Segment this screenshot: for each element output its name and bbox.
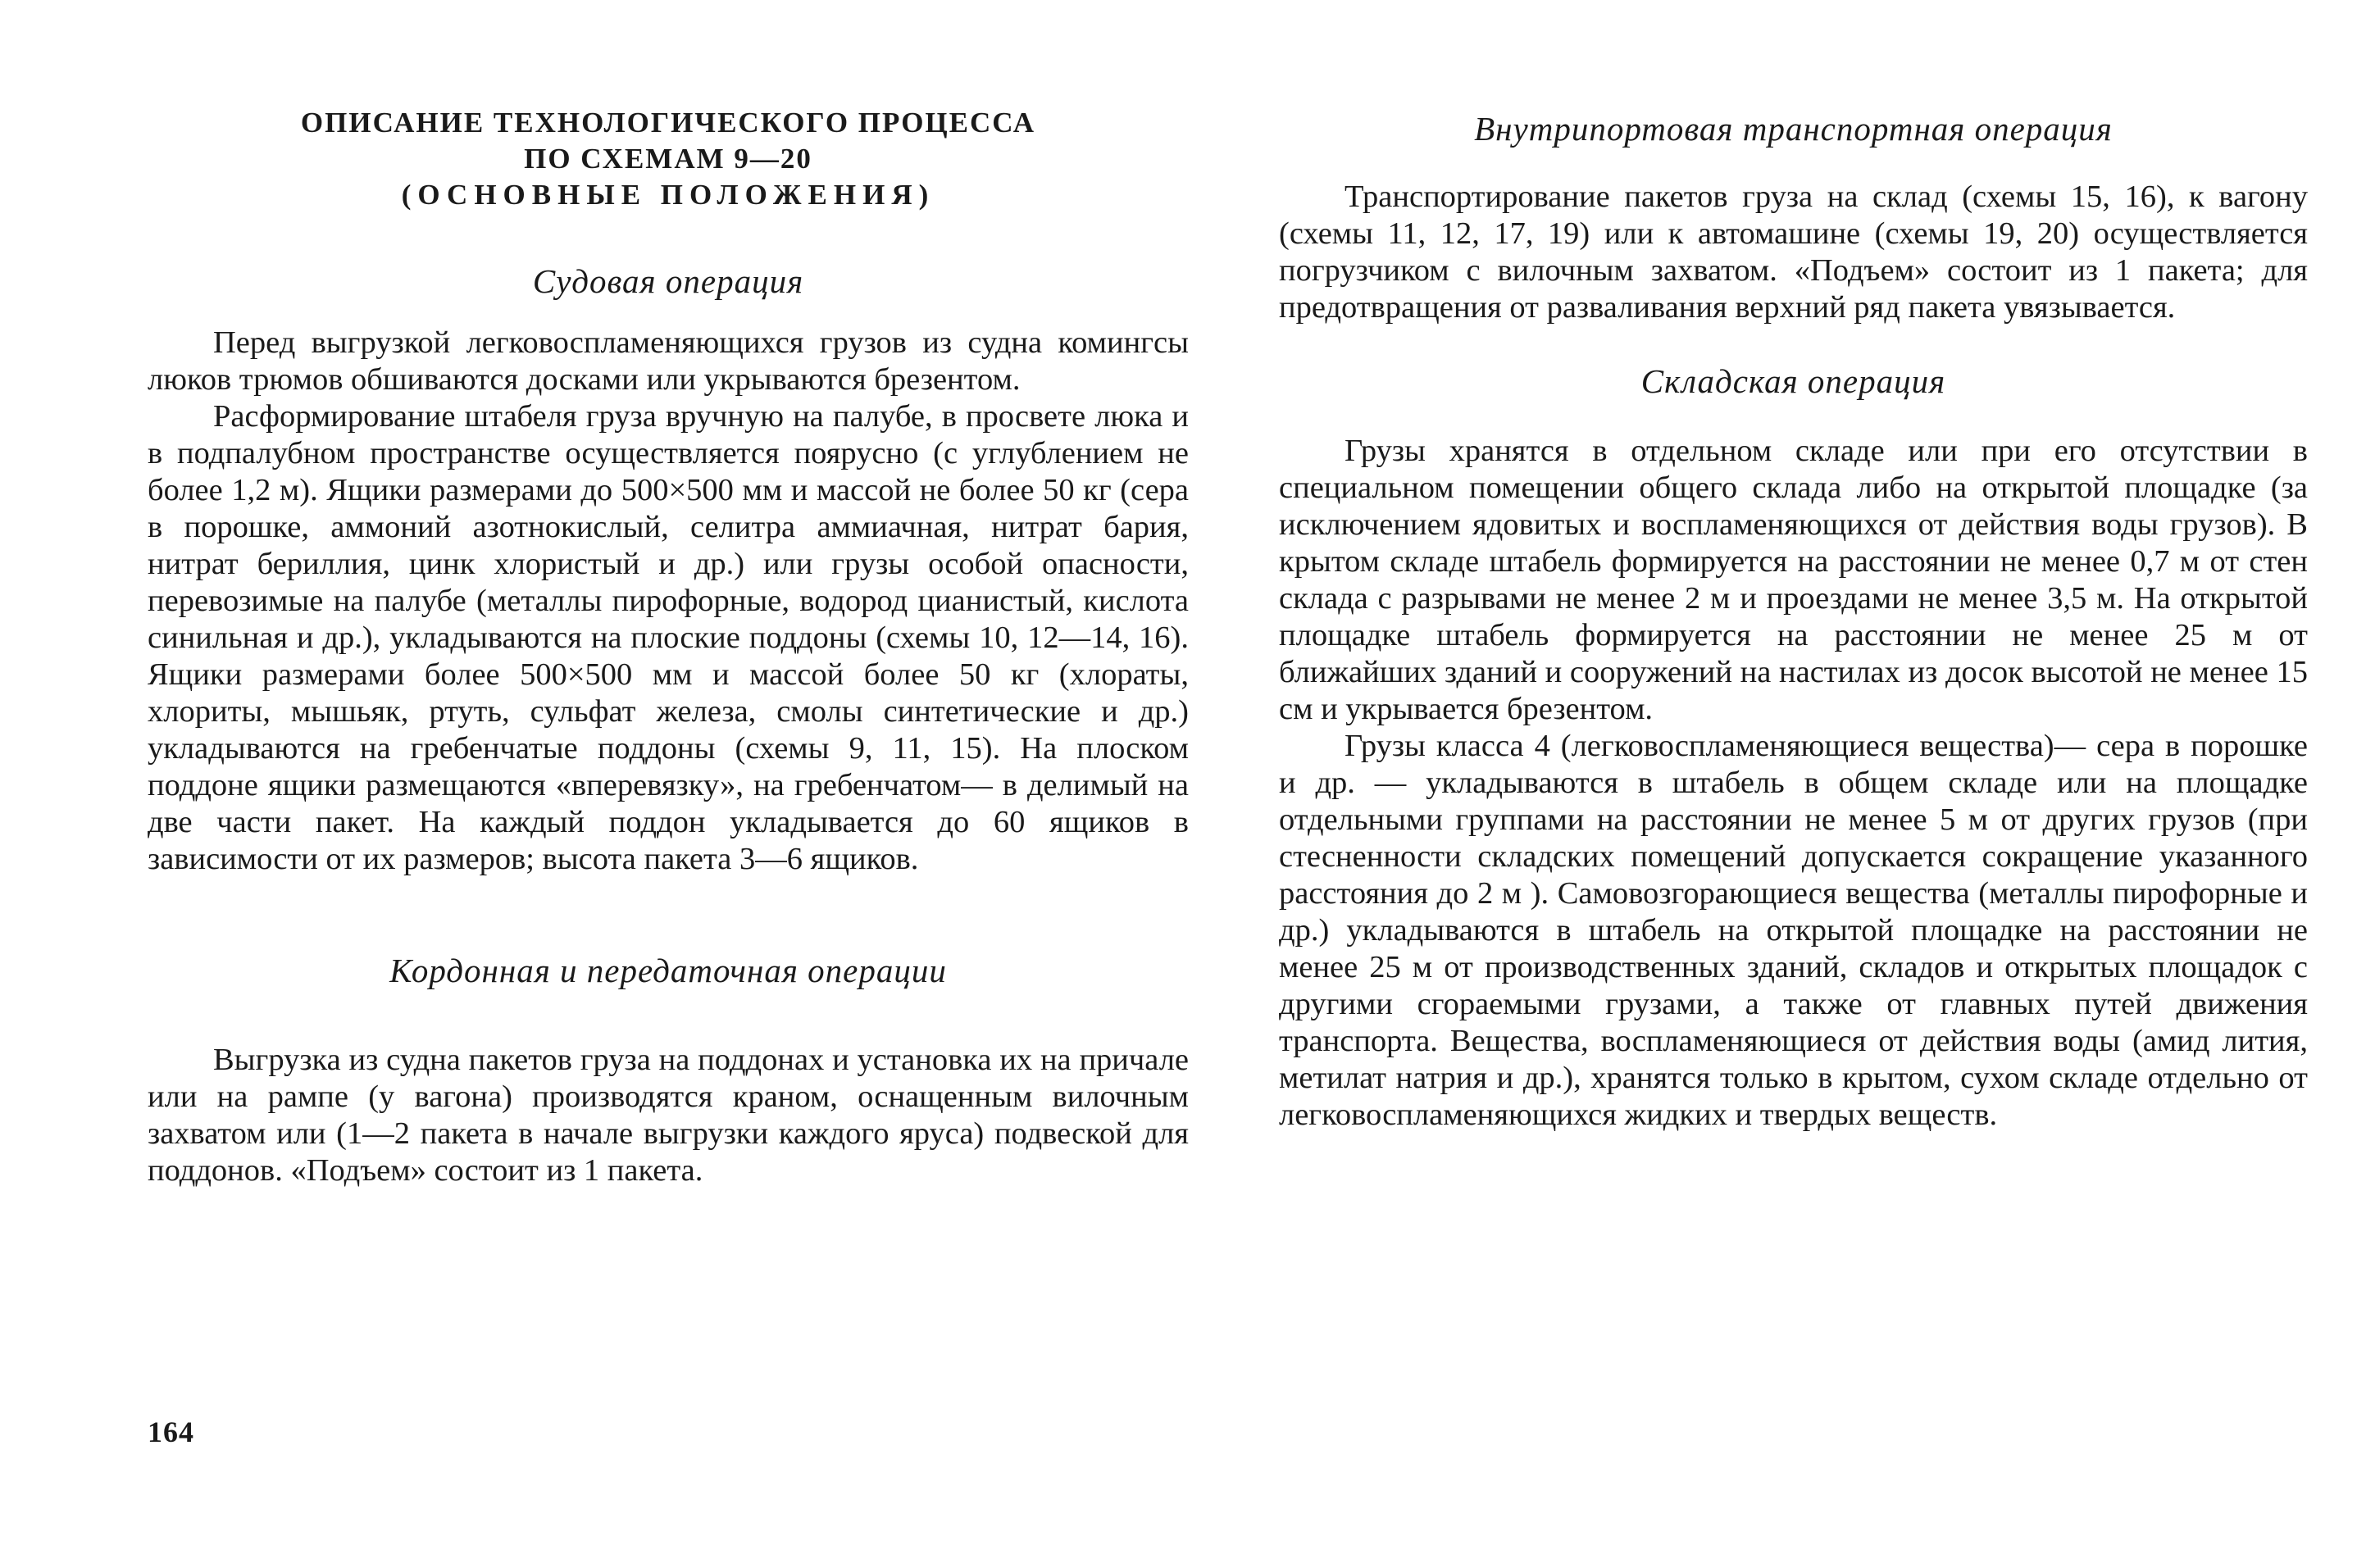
paragraph: Расформирование штабеля груза вручную на палубе, в просвете люка и в подпалубном пространстве осуществляется поярусно (с углублением не более 1,2 м). Ящики размерами до 500×500 мм и массой не более 50 кг (сера в порошке, аммоний азотнокислый, селитра аммиачная, нитрат бария, нитрат бериллия, цинк хлористый и др.) или грузы особой опасности, перевозимые на палубе (металлы пирофорные, водород цианистый, кислота синильная и др.), укладываются на плоские поддоны (схемы 10, 12—14, 16). Ящики размерами более 500×500 мм и массой более 50 кг (хлораты, хлориты, мышьяк, ртуть, сульфат железа, смолы синтетические и др.) укладываются на гребенчатые поддоны (схемы 9, 11, 15). На плоском поддоне ящики размещаются «вперевязку», на гребенчатом— в делимый на две части пакет. На каждый поддон укладывается до 60 ящиков в зависимости от их размеров; высота пакета 3—6 ящиков. — [148, 399, 1189, 876]
right-page — [1279, 0, 2308, 1568]
page-number: 164 — [148, 1416, 194, 1448]
paragraph: Грузы класса 4 (легковоспламеняющиеся вещества)— сера в порошке и др. — укладываются в штабель в общем складе или на площадке отдельными группами на расстоянии не менее 5 м от других грузов (при стесненности складских помещений допускается сокращение указанного расстояния до 2 м ). Самовозгорающиеся вещества (металлы пирофорные и др.) укладываются в штабель на открытой площадке на расстоянии не менее 25 м от производственных зданий, складов и открытых площадок с другими сгораемыми грузами, а также от главных путей движения транспорта. Вещества, воспламеняющиеся от действия воды (амид лития, метилат натрия и др.), хранятся только в крытом, сухом складе отдельно от легковоспламеняющихся жидких и твердых веществ. — [1279, 729, 2308, 1132]
title-line-2: ПО СХЕМАМ 9—20 — [524, 143, 812, 175]
paragraph: Транспортирование пакетов груза на склад (схемы 15, 16), к вагону (схемы 11, 12, 17, 19) или к автомашине (схемы 19, 20) осуществляется погрузчиком с вилочным захватом. «Подъем» состоит из 1 пакета; для предотвращения от разваливания верхний ряд пакета увязывается. — [1279, 180, 2308, 325]
paragraph: Перед выгрузкой легковоспламеняющихся грузов из судна комингсы люков трюмов обшиваются досками или укрываются брезентом. — [148, 325, 1189, 397]
section-heading-warehouse-operation: Складская операция — [1640, 362, 1946, 400]
document-title — [148, 105, 1189, 213]
paragraph: Выгрузка из судна пакетов груза на поддонах и установка их на причале или на рампе (у вагона) производятся краном, оснащенным вилочным захватом или (1—2 пакета в начале выгрузки каждого яруса) подвеской для поддонов. «Подъем» состоит из 1 пакета. — [148, 1043, 1189, 1188]
paragraph: Грузы хранятся в отдельном складе или при его отсутствии в специальном помещении общего склада либо на открытой площадке (за исключением ядовитых и воспламеняющихся от действия воды грузов). В крытом складе штабель формируется на расстоянии не менее 0,7 м от стен склада с разрывами не менее 2 м и проездами не менее 3,5 м. На открытой площадке штабель формируется на расстоянии не менее 25 м от ближайших зданий и сооружений на настилах из досок высотой не менее 15 см и укрывается брезентом. — [1279, 434, 2308, 726]
left-page — [148, 0, 1189, 1568]
section-heading-ship-operation: Судовая операция — [532, 262, 804, 300]
title-line-1: ОПИСАНИЕ ТЕХНОЛОГИЧЕСКОГО ПРОЦЕССА — [300, 107, 1036, 139]
title-line-3: (ОСНОВНЫЕ ПОЛОЖЕНИЯ) — [401, 179, 935, 211]
section-heading-transport-operation: Внутрипортовая транспортная операция — [1474, 110, 2113, 148]
section-heading-cordon-operation: Кордонная и передаточная операции — [389, 952, 947, 989]
